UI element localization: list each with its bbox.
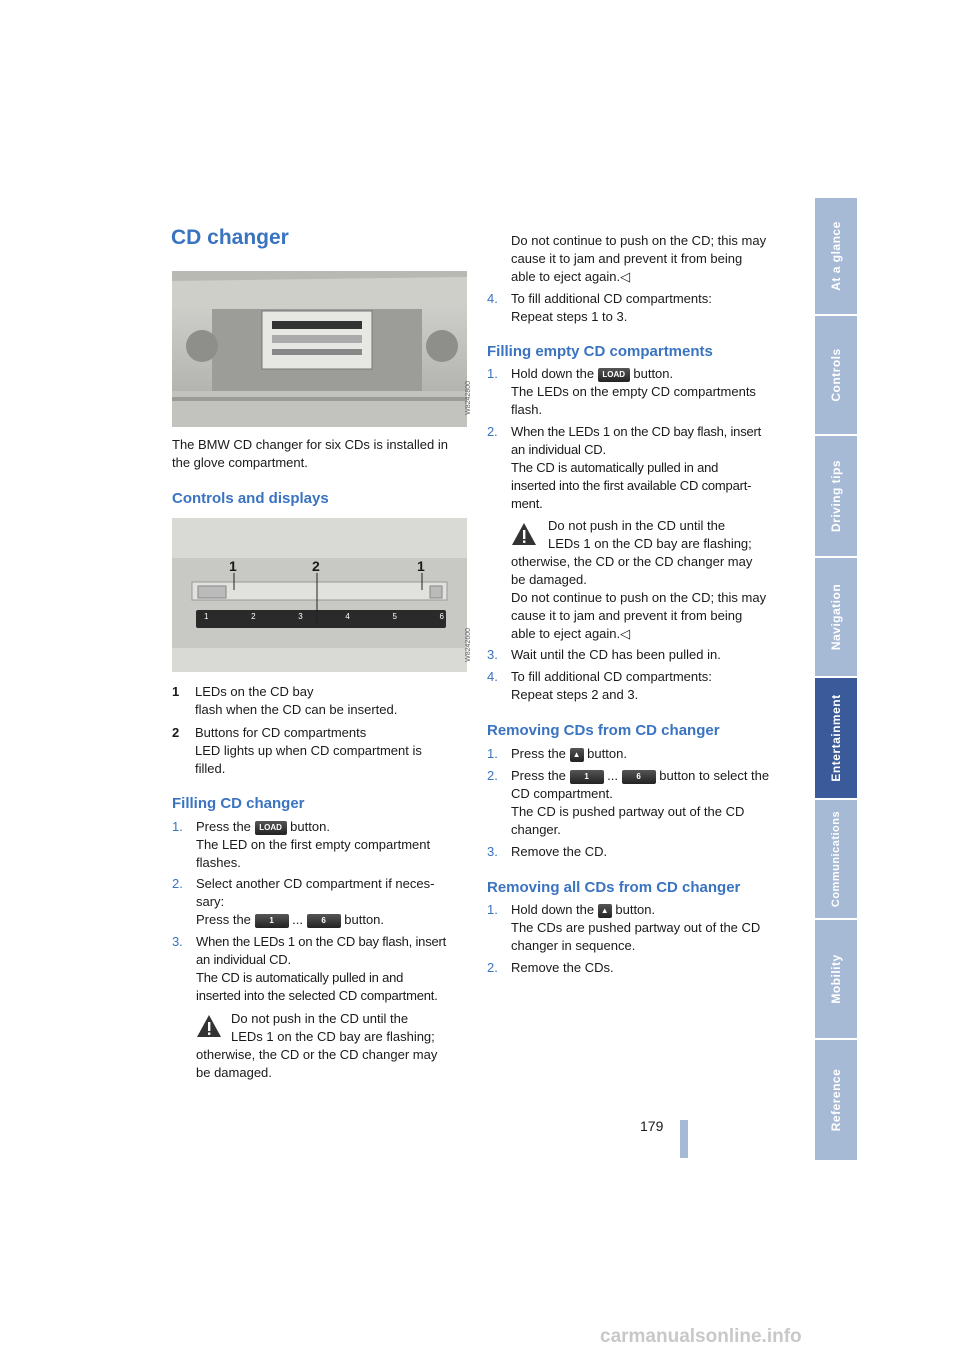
tab-label: Reference bbox=[829, 1068, 843, 1132]
step-text: flashes. bbox=[196, 855, 241, 870]
step-text: button. bbox=[615, 902, 656, 917]
removing-step-1 bbox=[487, 745, 787, 763]
warning-text: able to eject again.◁ bbox=[511, 269, 631, 284]
heading-removing-all: Removing all CDs from CD changer bbox=[487, 879, 741, 896]
warning-text: Do not push in the CD until the bbox=[231, 1011, 409, 1026]
cd-changer-panel-illustration bbox=[172, 518, 467, 672]
step-number: 1. bbox=[487, 366, 498, 381]
sidebar-tab-driving-tips[interactable] bbox=[815, 436, 857, 556]
warning-text: cause it to jam and prevent it from being bbox=[511, 251, 743, 266]
step-text: Press the bbox=[511, 746, 566, 761]
empty-step-2 bbox=[487, 423, 787, 513]
legend-text: LED lights up when CD compartment is bbox=[195, 743, 422, 758]
removing-all-step-1 bbox=[487, 901, 787, 955]
step-text: Press the bbox=[196, 819, 251, 834]
cd-changer-panel-photo bbox=[172, 518, 472, 672]
step-text: changer in sequence. bbox=[511, 938, 636, 953]
step-text: Select another CD compartment if neces- bbox=[196, 876, 435, 891]
cd-button-6-icon: 6 bbox=[307, 914, 341, 928]
step-text: button. bbox=[633, 366, 674, 381]
step-text: button. bbox=[587, 746, 627, 761]
callout-2: 2 bbox=[312, 558, 320, 574]
warning-text: be damaged. bbox=[196, 1065, 272, 1080]
legend-item-1 bbox=[172, 683, 467, 719]
step-text: ... bbox=[607, 768, 619, 783]
tab-label: Mobility bbox=[829, 954, 843, 1004]
intro-sentence: The BMW CD changer for six CDs is installed in the glove compartment. bbox=[172, 437, 448, 470]
step-text: button. bbox=[290, 819, 330, 834]
step-number: 4. bbox=[487, 291, 498, 306]
callout-1-right: 1 bbox=[417, 558, 425, 574]
panel-button-2: 2 bbox=[251, 612, 256, 621]
tab-label: Controls bbox=[829, 348, 843, 402]
step-text: button to select the bbox=[659, 768, 770, 783]
legend-text: LEDs on the CD bay bbox=[195, 684, 314, 699]
step-number: 4. bbox=[487, 669, 498, 684]
tab-label: Driving tips bbox=[829, 459, 843, 533]
glove-compartment-photo bbox=[172, 271, 472, 427]
removing-all-step-2 bbox=[487, 959, 787, 977]
step-text: ment. bbox=[511, 496, 543, 511]
eject-button-icon: ▲ bbox=[598, 904, 612, 918]
glove-compartment-illustration bbox=[172, 271, 467, 427]
step-text: changer. bbox=[511, 822, 561, 837]
sidebar-tab-reference[interactable] bbox=[815, 1040, 857, 1160]
callout-1-left: 1 bbox=[229, 558, 237, 574]
tab-label: Entertainment bbox=[829, 694, 843, 782]
step-text: Press the bbox=[511, 768, 566, 783]
step-text: an individual CD. bbox=[196, 952, 291, 967]
cd-button-1-icon: 1 bbox=[570, 770, 604, 784]
heading-filling: Filling CD changer bbox=[172, 795, 305, 812]
panel-button-5: 5 bbox=[392, 612, 397, 621]
step-text: The LED on the first empty compartment bbox=[196, 837, 431, 852]
filling-step-4 bbox=[487, 290, 787, 326]
step-number: 3. bbox=[487, 647, 498, 662]
step-text: To fill additional CD compartments: bbox=[511, 291, 712, 306]
step-text: Press the bbox=[196, 912, 251, 927]
step-number: 1. bbox=[487, 746, 498, 761]
step-text: an individual CD. bbox=[511, 442, 606, 457]
step-text: inserted into the selected CD compartment. bbox=[196, 988, 438, 1003]
step-text: Remove the CDs. bbox=[511, 960, 614, 975]
step-text: When the LEDs 1 on the CD bay flash, insert bbox=[196, 934, 447, 949]
step-text: Repeat steps 2 and 3. bbox=[511, 687, 639, 702]
step-text: Repeat steps 1 to 3. bbox=[511, 309, 628, 324]
warning-text: Do not continue to push on the CD; this may bbox=[511, 590, 767, 605]
legend-text: flash when the CD can be inserted. bbox=[195, 702, 398, 717]
sidebar-tab-at-a-glance[interactable] bbox=[815, 198, 857, 314]
step-number: 1. bbox=[487, 902, 498, 917]
filling-step-2 bbox=[172, 875, 467, 929]
step-text: Hold down the bbox=[511, 366, 595, 381]
step-number: 2. bbox=[487, 424, 498, 439]
panel-button-1: 1 bbox=[204, 612, 209, 621]
empty-warning bbox=[511, 517, 801, 643]
warning-text: cause it to jam and prevent it from being bbox=[511, 608, 743, 623]
warning-text: LEDs 1 on the CD bay are flashing; bbox=[231, 1029, 435, 1044]
step-text: button. bbox=[344, 912, 385, 927]
step-text: flash. bbox=[511, 402, 543, 417]
panel-button-4: 4 bbox=[345, 612, 350, 621]
warning-text: Do not push in the CD until the bbox=[548, 518, 726, 533]
step-text: When the LEDs 1 on the CD bay flash, insert bbox=[511, 424, 762, 439]
cd-button-1-icon: 1 bbox=[255, 914, 289, 928]
step-number: 1. bbox=[172, 819, 183, 834]
tab-label: At a glance bbox=[829, 221, 843, 291]
footer-watermark: carmanualsonline.info bbox=[600, 1326, 802, 1347]
step-text: Remove the CD. bbox=[511, 844, 608, 859]
step-number: 2. bbox=[487, 960, 498, 975]
empty-step-4 bbox=[487, 668, 787, 704]
page-title: CD changer bbox=[171, 226, 289, 249]
step-text: sary: bbox=[196, 894, 225, 909]
figure-code: W8242800 bbox=[465, 381, 472, 415]
step-text: The CD is pushed partway out of the CD bbox=[511, 804, 745, 819]
legend-number: 2 bbox=[172, 725, 180, 740]
panel-button-row bbox=[204, 612, 444, 621]
legend-text: Buttons for CD compartments bbox=[195, 725, 367, 740]
sidebar-tab-mobility[interactable] bbox=[815, 920, 857, 1038]
warning-text: able to eject again.◁ bbox=[511, 626, 631, 641]
step-text: The CDs are pushed partway out of the CD bbox=[511, 920, 761, 935]
warning-text: Do not continue to push on the CD; this may bbox=[511, 233, 767, 248]
step-text: To fill additional CD compartments: bbox=[511, 669, 712, 684]
step-number: 3. bbox=[487, 844, 498, 859]
continued-warning bbox=[511, 232, 801, 286]
warning-text: LEDs 1 on the CD bay are flashing; bbox=[548, 536, 752, 551]
sidebar-tab-communications[interactable] bbox=[815, 800, 857, 918]
step-number: 3. bbox=[172, 934, 183, 949]
step-text: inserted into the first available CD compart- bbox=[511, 478, 752, 493]
sidebar-tab-navigation[interactable] bbox=[815, 558, 857, 676]
step-number: 2. bbox=[172, 876, 183, 891]
panel-button-3: 3 bbox=[298, 612, 303, 621]
tab-label: Communications bbox=[830, 810, 842, 908]
removing-step-3 bbox=[487, 843, 787, 861]
legend-item-2 bbox=[172, 724, 467, 778]
step-text: CD compartment. bbox=[511, 786, 613, 801]
empty-step-1 bbox=[487, 365, 787, 419]
warning-text: be damaged. bbox=[511, 572, 587, 587]
filling-warning bbox=[196, 1010, 471, 1082]
heading-controls: Controls and displays bbox=[172, 490, 329, 507]
empty-step-3 bbox=[487, 646, 787, 664]
step-number: 2. bbox=[487, 768, 498, 783]
step-text: ... bbox=[292, 912, 304, 927]
intro-text bbox=[172, 436, 467, 472]
sidebar-tab-controls[interactable] bbox=[815, 316, 857, 434]
tab-label: Navigation bbox=[829, 583, 843, 651]
step-text: The LEDs on the empty CD compartments bbox=[511, 384, 756, 399]
step-text: The CD is automatically pulled in and bbox=[511, 460, 719, 475]
page-marker bbox=[680, 1120, 688, 1158]
eject-button-icon: ▲ bbox=[570, 748, 584, 762]
legend-number: 1 bbox=[172, 684, 180, 699]
removing-step-2 bbox=[487, 767, 787, 839]
heading-empty: Filling empty CD compartments bbox=[487, 343, 713, 360]
figure-code: W8242600 bbox=[465, 628, 472, 662]
page-number: 179 bbox=[640, 1118, 664, 1134]
legend-text: filled. bbox=[195, 761, 226, 776]
filling-step-3 bbox=[172, 933, 472, 1005]
step-text: The CD is automatically pulled in and bbox=[196, 970, 404, 985]
load-button-icon: LOAD bbox=[255, 821, 287, 835]
load-button-icon: LOAD bbox=[598, 368, 630, 382]
panel-button-6: 6 bbox=[439, 612, 444, 621]
step-text: Hold down the bbox=[511, 902, 595, 917]
step-text: Wait until the CD has been pulled in. bbox=[511, 647, 721, 662]
heading-removing: Removing CDs from CD changer bbox=[487, 722, 720, 739]
filling-step-1 bbox=[172, 818, 467, 872]
cd-button-6-icon: 6 bbox=[622, 770, 656, 784]
warning-text: otherwise, the CD or the CD changer may bbox=[511, 554, 753, 569]
sidebar-tab-entertainment[interactable] bbox=[815, 678, 857, 798]
warning-text: otherwise, the CD or the CD changer may bbox=[196, 1047, 438, 1062]
